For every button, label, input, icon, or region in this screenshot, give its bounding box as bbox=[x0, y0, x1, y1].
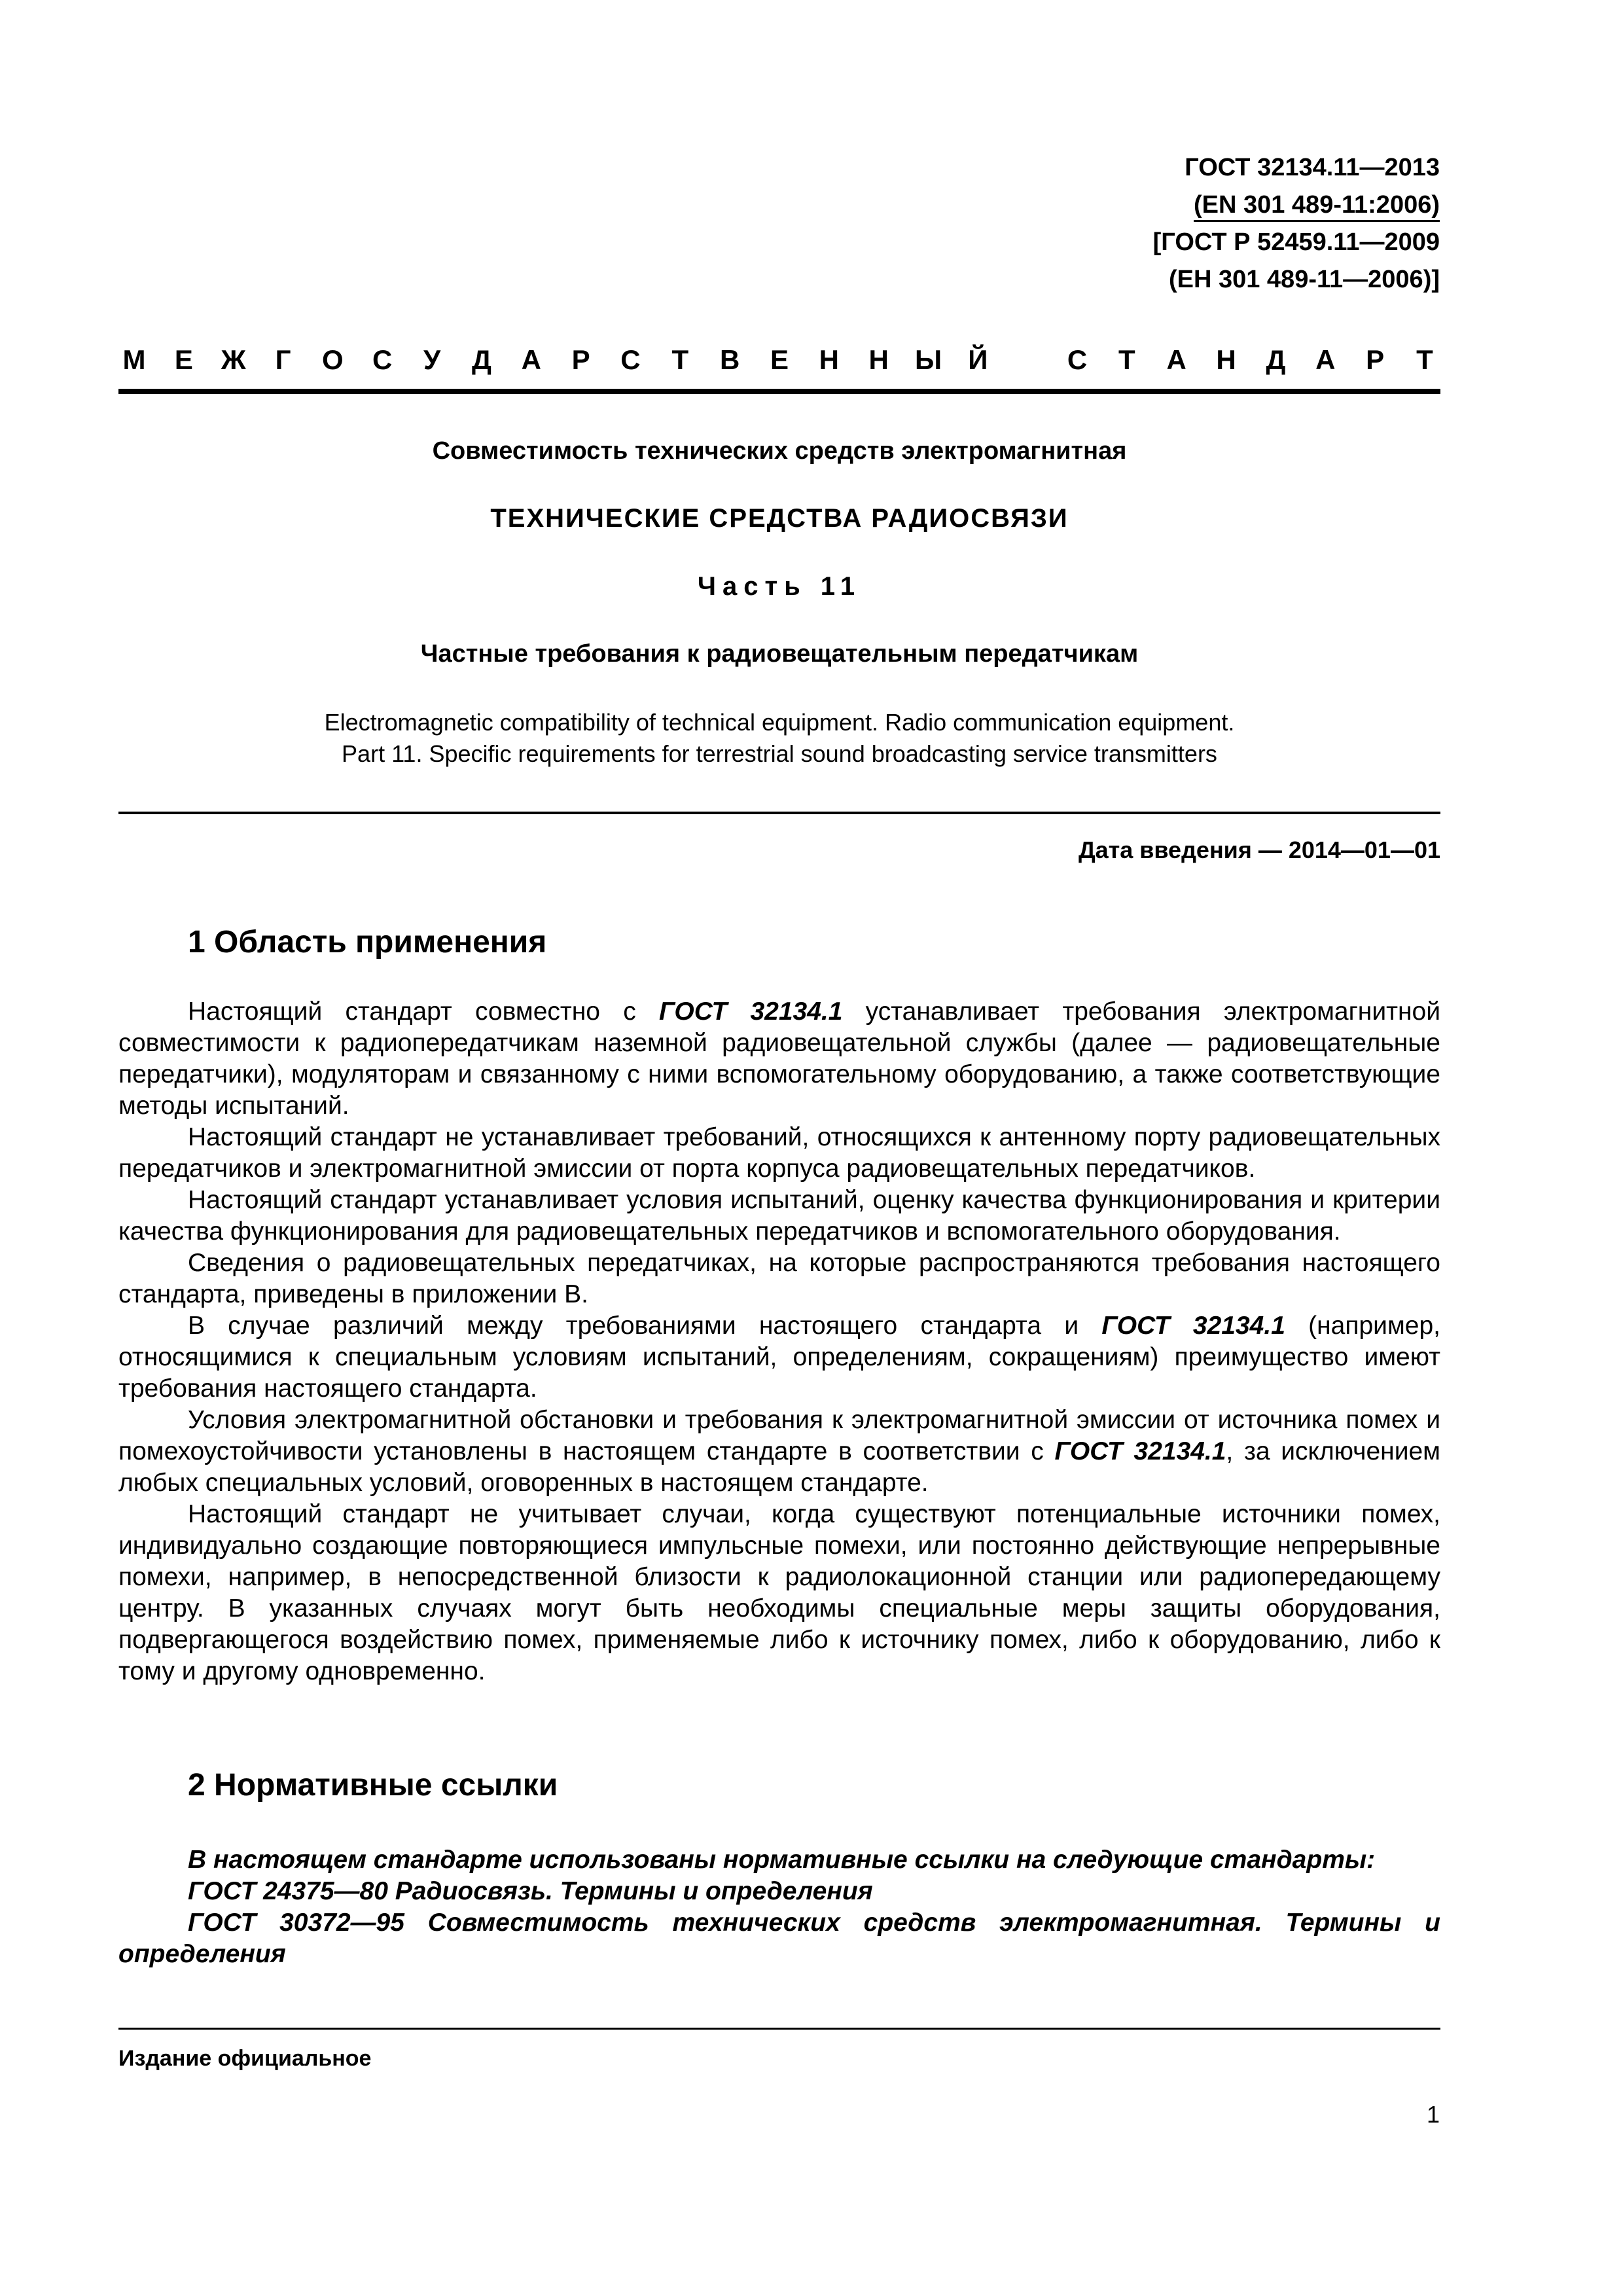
paragraph: В настоящем стандарте использованы нормативные ссылки на следующие стандарты: bbox=[188, 1846, 1376, 1874]
section-1-heading: 1 Область применения bbox=[188, 925, 547, 960]
banner-letter: Р bbox=[1366, 344, 1385, 375]
replaced-standard-number: [ГОСТ Р 52459.11—2009 bbox=[1152, 228, 1440, 256]
banner-letter: Н bbox=[1216, 344, 1236, 375]
standard-reference: ГОСТ 32134.1 bbox=[1054, 1437, 1226, 1465]
footer-rule bbox=[118, 2028, 1440, 2030]
banner-letter: В bbox=[719, 344, 740, 375]
title-rule bbox=[118, 812, 1440, 814]
banner-letter: С bbox=[1067, 344, 1088, 375]
banner-letter: Е bbox=[770, 344, 789, 375]
title-english-line-1: Electromagnetic compatibility of technical equipment. Radio communication equipment. bbox=[324, 709, 1235, 736]
header-rule bbox=[118, 389, 1440, 394]
standard-designation-block bbox=[982, 149, 1440, 298]
banner-letter: Г bbox=[275, 344, 291, 375]
banner-letter: Ж bbox=[221, 344, 246, 375]
en-equivalent-number: (EN 301 489-11:2006) bbox=[1194, 191, 1440, 222]
title-main: Совместимость технических средств электромагнитная bbox=[432, 437, 1127, 465]
title-subtitle: Частные требования к радиовещательным передатчикам bbox=[420, 640, 1139, 668]
introduction-date: Дата введения — 2014—01—01 bbox=[1078, 836, 1440, 863]
section-2-heading: 2 Нормативные ссылки bbox=[188, 1768, 558, 1803]
standard-number: ГОСТ 32134.11—2013 bbox=[1185, 154, 1440, 181]
banner-letter: А bbox=[1315, 344, 1336, 375]
paragraph: В случае различий между требованиями настоящего стандарта и ГОСТ 32134.1 (например, относящимися к специальным условиям испытаний, определениям, сокращениям) преимущество имеют требования настоящего стандарта. bbox=[118, 1312, 1440, 1403]
paragraph: Сведения о радиовещательных передатчиках, на которые распространяются требования настоящего стандарта, приведены в приложении В. bbox=[118, 1249, 1440, 1308]
banner-letter: Й bbox=[968, 344, 988, 375]
banner-letter: Д bbox=[471, 344, 491, 375]
banner-letter: С bbox=[620, 344, 641, 375]
banner-letter: Н bbox=[868, 344, 889, 375]
banner-letter: М bbox=[122, 344, 146, 375]
banner-letter: А bbox=[1166, 344, 1186, 375]
paragraph: Настоящий стандарт не устанавливает требований, относящихся к антенному порту радиовещательных передатчиков и электромагнитной эмиссии от порта корпуса радиовещательных передатчиков. bbox=[118, 1123, 1440, 1183]
banner-letter: Е bbox=[174, 344, 193, 375]
banner-letter: Н bbox=[819, 344, 839, 375]
banner-letter: Т bbox=[671, 344, 689, 375]
banner-letter: Р bbox=[571, 344, 590, 375]
official-edition-label: Издание официальное bbox=[118, 2046, 372, 2071]
banner-letter: А bbox=[521, 344, 541, 375]
replaced-en-number: (ЕН 301 489-11—2006)] bbox=[1168, 266, 1440, 293]
title-group: ТЕХНИЧЕСКИЕ СРЕДСТВА РАДИОСВЯЗИ bbox=[490, 504, 1069, 533]
banner-letter: У bbox=[423, 344, 441, 375]
section-1-body bbox=[118, 996, 1440, 1687]
banner-letter: Д bbox=[1266, 344, 1286, 375]
standard-reference: ГОСТ 32134.1 bbox=[658, 997, 843, 1026]
interstate-standard-banner bbox=[118, 340, 1440, 380]
title-part: Часть 11 bbox=[697, 572, 862, 601]
section-2-body bbox=[118, 1844, 1440, 1970]
title-english bbox=[118, 707, 1440, 770]
title-english-line-2: Part 11. Specific requirements for terrestrial sound broadcasting service transmitters bbox=[342, 740, 1217, 767]
banner-letter: О bbox=[322, 344, 344, 375]
page-number: 1 bbox=[1426, 2101, 1440, 2128]
banner-letter: Т bbox=[1416, 344, 1433, 375]
paragraph: Настоящий стандарт не учитывает случаи, когда существуют потенциальные источники помех, индивидуально создающие повторяющиеся импульсные помехи, или постоянно действующие непрерывные помехи, например, в непосредственной близости к радиолокационной станции или радиопередающему центру. В указанных случаях могут быть необходимы специальные меры защиты оборудования, подвергающегося воздействию помех, применяемые либо к источнику помех, либо к оборудованию, либо к тому и другому одновременно. bbox=[118, 1500, 1440, 1685]
standard-reference: ГОСТ 32134.1 bbox=[1101, 1312, 1285, 1340]
banner-letter: Т bbox=[1118, 344, 1135, 375]
normative-reference: ГОСТ 30372—95 Совместимость технических средств электромагнитная. Термины и определения bbox=[118, 1909, 1440, 1968]
paragraph: Настоящий стандарт совместно с ГОСТ 32134.1 устанавливает требования электромагнитной совместимости к радиопередатчикам наземной радиовещательной службы (далее — радиовещательные передатчики), модуляторам и связанному с ними вспомогательному оборудованию, а также соответствующие методы испытаний. bbox=[118, 997, 1440, 1120]
paragraph: Условия электромагнитной обстановки и требования к электромагнитной эмиссии от источника помех и помехоустойчивости установлены в настоящем стандарте в соответствии с ГОСТ 32134.1, за исключением любых специальных условий, оговоренных в настоящем стандарте. bbox=[118, 1406, 1440, 1497]
banner-letter: С bbox=[372, 344, 393, 375]
paragraph: Настоящий стандарт устанавливает условия испытаний, оценку качества функционирования и критерии качества функционирования для радиовещательных передатчиков и вспомогательного оборудования. bbox=[118, 1186, 1440, 1246]
normative-reference: ГОСТ 24375—80 Радиосвязь. Термины и определения bbox=[188, 1877, 873, 1905]
banner-letter: Ы bbox=[914, 344, 942, 375]
